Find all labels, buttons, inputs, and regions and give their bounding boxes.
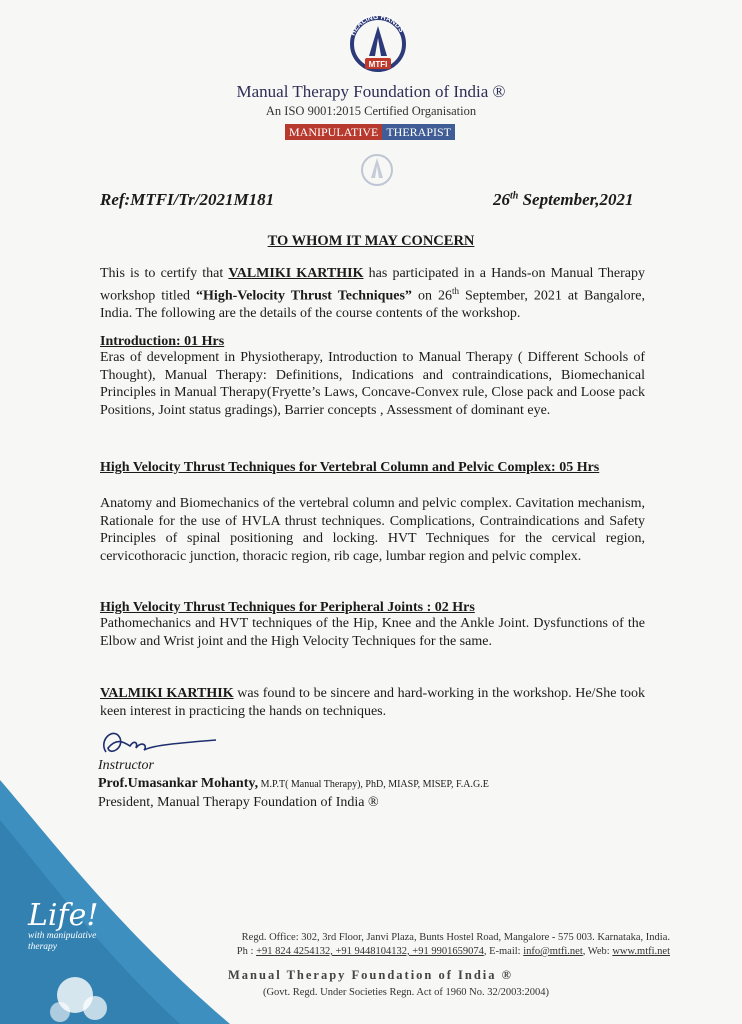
badge-right: THERAPIST <box>382 124 455 140</box>
logo-ring-text: HEALING HANDS <box>349 13 405 37</box>
govt-registration: (Govt. Regd. Under Societies Regn. Act of 1960 No. 32/2003:2004) <box>262 987 550 998</box>
logo-badge-text: MTFI <box>368 60 388 69</box>
therapist-badge <box>285 124 455 140</box>
website-link[interactable]: www.mtfi.net <box>612 946 670 957</box>
badge-left: MANIPULATIVE <box>285 124 382 140</box>
contact-line: Ph : +91 824 4254132, +91 9448104132, +91 9901659074, E-mail: info@mtfi.net, Web: www.mtfi.net <box>236 946 670 957</box>
signatory-name: Prof.Umasankar Mohanty, <box>98 776 259 791</box>
life-logo <box>28 898 123 953</box>
life-subtext: with manipulative therapy <box>28 931 97 952</box>
section-body: Anatomy and Biomechanics of the vertebral column and pelvic complex. Cavitation mechanism, Rationale for the use of HVLA thrust techniques. Complications, Contraindications and Safety Principles of spinal positioning and locking. HVT Techniques for the cervical region, cervicothoracic junction, thoracic region, rib cage, lumbar region and pelvic complex. <box>100 496 645 564</box>
section-body: Pathomechanics and HVT techniques of the Hip, Knee and the Ankle Joint. Dysfunctions of the Elbow and Wrist joint and the High Velocity Techniques for the same. <box>100 616 645 649</box>
section-title: High Velocity Thrust Techniques for Vertebral Column and Pelvic Complex: 05 Hrs <box>100 460 600 475</box>
phone-numbers[interactable]: +91 824 4254132, +91 9448104132, +91 9901659074 <box>256 946 484 957</box>
footer-org-name: Manual Therapy Foundation of India ® <box>228 968 513 982</box>
signatory-title: President, Manual Therapy Foundation of India ® <box>98 795 379 810</box>
document-heading: TO WHOM IT MAY CONCERN <box>267 233 475 249</box>
org-name: Manual Therapy Foundation of India ® <box>236 82 506 101</box>
signatory-role: Instructor <box>98 758 154 773</box>
email-link[interactable]: info@mtfi.net <box>523 946 583 957</box>
mtfi-logo <box>345 8 411 78</box>
section-title: High Velocity Thrust Techniques for Peripheral Joints : 02 Hrs <box>100 600 475 615</box>
closing-paragraph: VALMIKI KARTHIK was found to be sincere and hard-working in the workshop. He/She took keen interest in practicing the hands on techniques. <box>100 686 645 719</box>
reference-number: Ref:MTFI/Tr/2021M181 <box>100 190 275 209</box>
section-body: Eras of development in Physiotherapy, Introduction to Manual Therapy ( Different Schools of Thought), Manual Therapy: Definitions, Indications and contraindications, Biomechanical Principles in Manual Therapy(Fryette’s Laws, Concave-Convex rule, Close pack and Loose pack Positions, Joint status gradings), Barrier concepts , Assessment of dominant eye. <box>100 350 645 418</box>
participant-name: VALMIKI KARTHIK <box>100 686 234 701</box>
section-title: Introduction: 01 Hrs <box>100 334 225 349</box>
iso-line: An ISO 9001:2015 Certified Organisation <box>265 104 477 118</box>
registered-office: Regd. Office: 302, 3rd Floor, Janvi Plaza, Bunts Hostel Road, Mangalore - 575 003. Karnataka, India. <box>241 932 670 943</box>
issue-date: 26th September,2021 <box>493 190 634 209</box>
participant-name: VALMIKI KARTHIK <box>228 266 364 281</box>
signatory-qualifications: M.P.T( Manual Therapy), PhD, MIASP, MISEP, F.A.G.E <box>258 779 489 790</box>
workshop-title: “High-Velocity Thrust Techniques” <box>196 288 412 304</box>
accreditation-seal-icon <box>357 150 397 190</box>
intro-paragraph: This is to certify that VALMIKI KARTHIK has participated in a Hands-on Manual Therapy workshop titled “High-Velocity Thrust Techniques” on 26th September, 2021 at Bangalore, India. The following are the details of the course contents of the workshop. <box>100 266 646 321</box>
life-text: Life! <box>28 898 99 933</box>
